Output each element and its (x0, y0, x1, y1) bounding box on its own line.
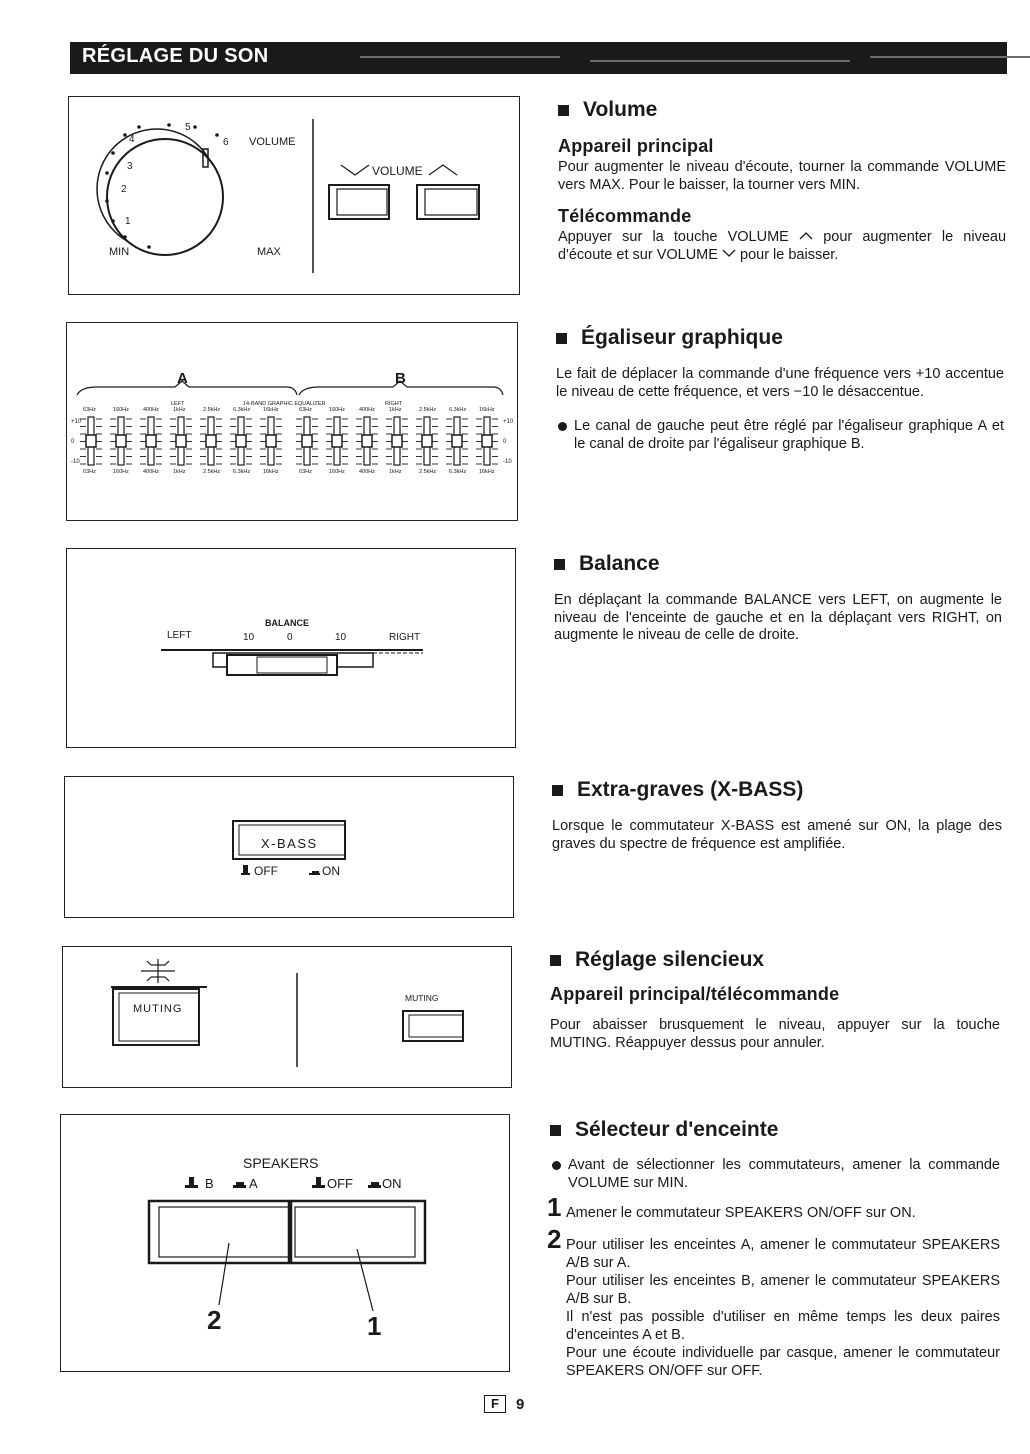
xbass-on-label: ON (322, 864, 340, 878)
main-muting-button (113, 989, 199, 1045)
balance-text: En déplaçant la commande BALANCE vers LEFT, on augmente le niveau de l'enceinte de gauche et en la déplaçant vers RIGHT, on augmente le niveau de celle de droite. (554, 592, 1002, 643)
volume-min-label: MIN (109, 246, 130, 258)
speakers-b-label: B (205, 1176, 214, 1191)
eq-freq-label: 6.3kHz (449, 469, 467, 475)
eq-freq-label: 6.3kHz (233, 469, 251, 475)
title-bar-streak (360, 56, 560, 58)
eq-freq-label: 400Hz (143, 469, 159, 475)
down-arrow-icon (722, 249, 736, 258)
eq-freq-label: 1kHz (389, 407, 402, 413)
muting-subheading: Appareil principal/télécommande (550, 984, 840, 1004)
volume-up-icon (429, 165, 457, 175)
volume-heading: Volume (558, 98, 1006, 122)
speakers-title: SPEAKERS (243, 1155, 319, 1171)
eq-section (556, 326, 1004, 453)
speakers-ab-switch (149, 1201, 289, 1263)
eq-slider-knob (302, 435, 312, 447)
eq-freq-label: 6.3kHz (449, 407, 467, 413)
eq-slider-knob (422, 435, 432, 447)
eq-slider-knob (206, 435, 216, 447)
language-code: F (484, 1395, 506, 1413)
eq-heading: Égaliseur graphique (556, 326, 1004, 350)
eq-freq-label: 16kHz (263, 407, 279, 413)
eq-slider-knob (146, 435, 156, 447)
eq-freq-label: 63Hz (83, 469, 96, 475)
balance-left-label: LEFT (167, 630, 192, 641)
eq-slider-knob (332, 435, 342, 447)
muting-text: Pour abaisser brusquement le niveau, appuyer sur la touche MUTING. Réappuyer dessus pour annuler. (550, 1017, 1000, 1051)
muting-section (550, 948, 1000, 1052)
speakers-figure (60, 1114, 510, 1372)
eq-slider-knob (236, 435, 246, 447)
eq-group-a-label: A (177, 370, 188, 387)
remote-volume-label: VOLUME (372, 164, 423, 178)
volume-max-label: MAX (257, 246, 281, 258)
eq-freq-label: 2.5kHz (203, 407, 221, 413)
eq-scale-label: -10 (71, 459, 80, 465)
volume-section (558, 98, 1006, 264)
eq-freq-label: 1kHz (389, 469, 402, 475)
eq-freq-label: 63Hz (83, 407, 96, 413)
eq-freq-label: 160Hz (113, 469, 129, 475)
balance-scale-left: 10 (243, 632, 255, 643)
eq-slider-knob (86, 435, 96, 447)
page-footer (484, 1395, 524, 1413)
balance-section (554, 552, 1002, 645)
eq-freq-label: 160Hz (329, 469, 345, 475)
volume-down-icon (341, 165, 369, 175)
speakers-bullet: Avant de sélectionner les commutateurs, amener la commande VOLUME sur MIN. (550, 1156, 1000, 1192)
eq-freq-label: 160Hz (113, 407, 129, 413)
eq-freq-label: 400Hz (359, 407, 375, 413)
volume-remote-text: Appuyer sur la touche VOLUME pour augmenter le niveau d'écoute et sur VOLUME pour le baisser. (558, 229, 1007, 263)
xbass-button-label: X-BASS (261, 836, 318, 851)
balance-slider-knob (227, 655, 337, 675)
eq-slider-knob (176, 435, 186, 447)
step-1-number: 1 (547, 1192, 562, 1222)
speakers-step-2: 2 Pour utiliser les enceintes A, amener le commutateur SPEAKERS A/B sur A. Pour utiliser les enceintes B, amener le commutateur SPEAKERS A/B sur B. Il n'est pas possible d'utiliser en même temps les deux paires d'enceintes A et B. Pour une écoute individuelle par casque, amener le commutateur SPEAKERS ON/OFF sur OFF. (547, 1224, 1000, 1379)
xbass-section (552, 778, 1002, 853)
page-title-bar (70, 42, 1007, 74)
balance-scale-center: 0 (287, 632, 293, 643)
remote-muting-label: MUTING (405, 993, 439, 1003)
eq-freq-label: 63Hz (299, 407, 312, 413)
muting-figure (62, 946, 512, 1088)
eq-scale-label: +10 (503, 419, 514, 425)
eq-freq-label: 400Hz (143, 407, 159, 413)
eq-scale-label: 0 (503, 439, 507, 445)
speakers-heading: Sélecteur d'enceinte (550, 1118, 1000, 1142)
eq-scale-label: +10 (71, 419, 82, 425)
balance-title: BALANCE (265, 618, 309, 628)
eq-freq-label: 2.5kHz (419, 469, 437, 475)
balance-scale-right: 10 (335, 632, 347, 643)
xbass-off-label: OFF (254, 864, 278, 878)
eq-freq-label: 1kHz (173, 407, 186, 413)
eq-freq-label: 2.5kHz (203, 469, 221, 475)
eq-freq-label: 16kHz (479, 407, 495, 413)
remote-volume-down-button (329, 185, 389, 219)
eq-title-label: 14-BAND GRAPHIC EQUALIZER (243, 401, 326, 407)
xbass-figure (64, 776, 514, 918)
eq-slider-knob (482, 435, 492, 447)
balance-right-label: RIGHT (389, 632, 421, 643)
eq-freq-label: 16kHz (479, 469, 495, 475)
volume-scale-2: 2 (121, 184, 127, 195)
volume-scale-6: 6 (223, 137, 229, 148)
callout-1: 1 (367, 1311, 382, 1341)
step-2-number: 2 (547, 1224, 562, 1254)
volume-scale-4: 4 (129, 134, 135, 145)
equalizer-figure (66, 322, 518, 521)
muting-indicator-icon (141, 959, 175, 983)
eq-freq-label: 1kHz (173, 469, 186, 475)
volume-scale-5: 5 (185, 122, 191, 133)
callout-2: 2 (207, 1305, 222, 1335)
speakers-section (547, 1118, 1000, 1380)
speakers-step-1: 1 Amener le commutateur SPEAKERS ON/OFF sur ON. (547, 1192, 916, 1222)
eq-left-label: LEFT (171, 401, 185, 407)
title-bar-streak (870, 56, 1030, 58)
muting-heading: Réglage silencieux (550, 948, 1000, 972)
volume-main-text: Pour augmenter le niveau d'écoute, tourner la commande VOLUME vers MAX. Pour le baisser, la tourner vers MIN. (558, 159, 1006, 193)
eq-slider-knob (362, 435, 372, 447)
xbass-heading: Extra-graves (X-BASS) (552, 778, 1002, 802)
eq-scale-label: 0 (71, 439, 75, 445)
page-title: RÉGLAGE DU SON (82, 45, 269, 67)
eq-freq-label: 2.5kHz (419, 407, 437, 413)
volume-scale-3: 3 (127, 161, 133, 172)
eq-right-label: RIGHT (385, 401, 403, 407)
eq-bullet: Le canal de gauche peut être réglé par l'égaliseur graphique A et le canal de droite par l'égaliseur graphique B. (556, 417, 1004, 453)
speakers-off-label: OFF (327, 1176, 353, 1191)
eq-text: Le fait de déplacer la commande d'une fréquence vers +10 accentue le niveau de cette fréquence, et vers −10 le désaccentue. (556, 366, 1004, 400)
eq-slider-bank (71, 407, 514, 475)
balance-figure (66, 548, 516, 748)
page-number: 9 (516, 1395, 525, 1413)
xbass-text: Lorsque le commutateur X-BASS est amené sur ON, la plage des graves du spectre de fréquence est amplifiée. (552, 818, 1002, 852)
eq-freq-label: 6.3kHz (233, 407, 251, 413)
remote-volume-up-button (417, 185, 479, 219)
eq-slider-knob (116, 435, 126, 447)
eq-freq-label: 400Hz (359, 469, 375, 475)
title-bar-streak (590, 60, 850, 62)
eq-freq-label: 16kHz (263, 469, 279, 475)
volume-scale-1: 1 (125, 216, 131, 227)
volume-knob-label: VOLUME (249, 136, 296, 148)
volume-main-subheading: Appareil principal (558, 136, 714, 156)
up-arrow-icon (799, 231, 813, 240)
main-muting-label: MUTING (133, 1003, 183, 1015)
eq-freq-label: 63Hz (299, 469, 312, 475)
eq-slider-knob (392, 435, 402, 447)
eq-freq-label: 160Hz (329, 407, 345, 413)
speakers-a-label: A (249, 1176, 258, 1191)
eq-slider-knob (266, 435, 276, 447)
speakers-on-label: ON (382, 1176, 402, 1191)
eq-scale-label: -10 (503, 459, 512, 465)
eq-group-b-label: B (395, 370, 406, 387)
balance-heading: Balance (554, 552, 1002, 576)
volume-remote-subheading: Télécommande (558, 206, 692, 226)
volume-figure (68, 96, 520, 295)
eq-slider-knob (452, 435, 462, 447)
